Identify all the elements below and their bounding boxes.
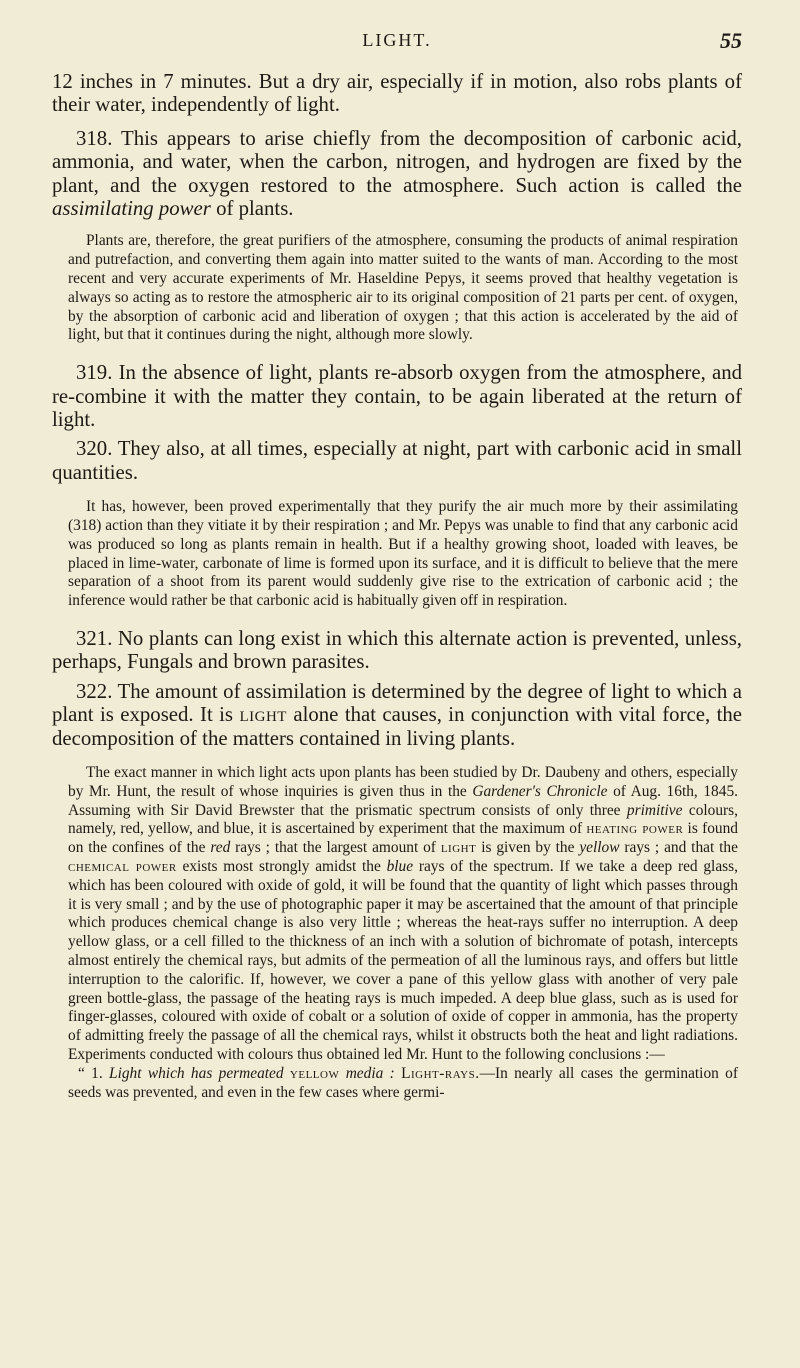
term-light: light xyxy=(239,703,287,727)
page-number: 55 xyxy=(720,28,742,53)
paragraph-319: 319. In the absence of light, plants re-absorb oxygen from the atmosphere, and re-combine it with the matter they contain, to be again liberated at the return of light. xyxy=(52,361,742,432)
note-respiration: It has, however, been proved experimentally that they purify the air much more by their assimilating (318) action than they vitiate it by their respiration ; and Mr. Pepys was unable to find that any carbonic acid was produced so long as plants remain in health. But if a healthy growing shoot, loaded with leaves, be placed in lime-water, carbonate of lime is formed upon its surface, and it is difficult to believe that the mere separation of a shoot from its parent would suddenly give rise to the extrication of carbonic acid ; the inference would rather be that carbonic acid is habitually given off in respiration. xyxy=(68,498,738,610)
term-assimilating-power: assimilating power xyxy=(52,197,211,221)
note-purifiers: Plants are, therefore, the great purifiers of the atmosphere, consuming the products of animal respiration and putrefaction, and converting them again into matter suited to the wants of man. According to the most recent and very accurate experiments of Mr. Haseldine Pepys, it seems proved that healthy vegetation is always so acting as to restore the atmospheric air to its original composition of 21 parts per cent. of oxygen, by the absorption of carbonic acid and liberation of oxygen ; that this action is accelerated by the aid of light, but that it continues during the night, although more slowly. xyxy=(68,232,738,344)
paragraph-318: 318. This appears to arise chiefly from the decomposition of carbonic acid, ammonia, and water, when the carbon, nitrogen, and hydrogen are fixed by the plant, and the oxygen restored to the atmosphere. Such action is called the assimilating power of plants. xyxy=(52,126,742,221)
publication-title: Gardener's Chronicle xyxy=(472,782,608,800)
paragraph-321: 321. No plants can long exist in which this alternate action is prevented, unless, perhaps, Fungals and brown parasites. xyxy=(52,627,742,674)
paragraph-322: 322. The amount of assimilation is determined by the degree of light to which a plant is exposed. It is light alone that causes, in conjunction with vital force, the decomposition of the matters contained in living plants. xyxy=(52,679,742,750)
note-conclusion-1: “ 1. Light which has permeated yellow media : Light-rays.—In nearly all cases the germination of seeds was prevented, and even in the few cases where germi- xyxy=(68,1064,738,1101)
note-spectrum: The exact manner in which light acts upon plants has been studied by Dr. Daubeny and others, especially by Mr. Hunt, the result of whose inquiries is given thus in the Gardener's Chronicle of Aug. 16th, 1845. Assuming with Sir David Brewster that the prismatic spectrum consists of only three primitive colours, namely, red, yellow, and blue, it is ascertained by experiment that the maximum of heating power is found on the confines of the red rays ; that the largest amount of light is given by the yellow rays ; and that the chemical power exists most strongly amidst the blue rays of the spectrum. If we take a deep red glass, which has been coloured with oxide of gold, it will be found that the quantity of light which passes through it is very small ; and by the use of photographic paper it may be ascertained that the amount of that principle which produces chemical change is also very little ; whereas the heat-rays suffer no interruption. A deep yellow glass, or a cell filled to the thickness of an inch with a solution of bichromate of potash, intercepts almost entirely the chemical rays, but admits of the permeation of all the luminous rays, and offers but little interruption to the calorific. If, however, we cover a pane of this yellow glass with another of very pale green bottle-glass, the passage of the heating rays is much impeded. A deep blue glass, such as is used for finger-glasses, coloured with oxide of cobalt or a solution of oxide of copper in ammonia, has the property of admitting freely the passage of all the chemical rays, whilst it obstructs both the heat and light radiations. Experiments conducted with colours thus obtained led Mr. Hunt to the following conclusions :— xyxy=(68,764,739,1064)
running-title: LIGHT. xyxy=(362,30,432,50)
running-head xyxy=(52,30,742,64)
paragraph-continued: 12 inches in 7 minutes. But a dry air, especially if in motion, also robs plants of their water, independently of light. xyxy=(52,70,742,117)
paragraph-320: 320. They also, at all times, especially at night, part with carbonic acid in small quantities. xyxy=(52,437,742,484)
